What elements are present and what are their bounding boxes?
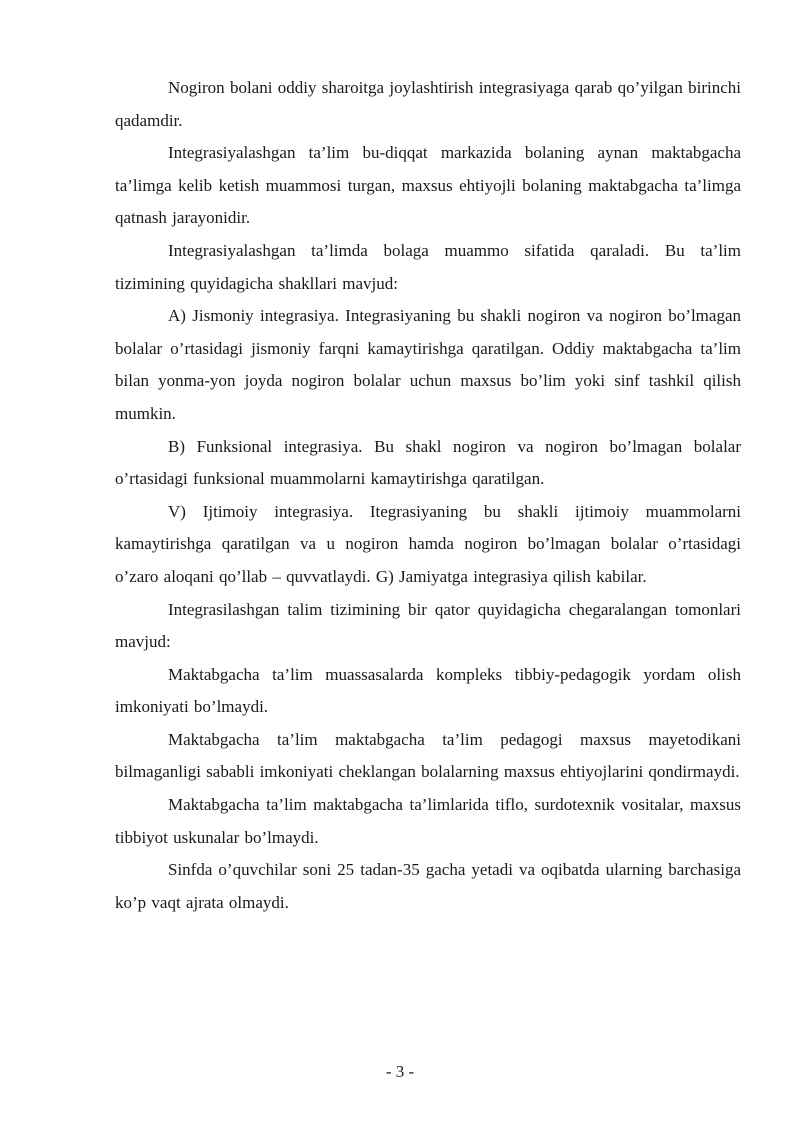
paragraph-9: Maktabgacha ta’lim maktabgacha ta’lim pedagogi maxsus mayetodikani bilmaganligi sababli imkoniyati cheklangan bolalarning maxsus ehtiyojlarini qondirmaydi. [115, 729, 741, 782]
paragraph-8: Maktabgacha ta’lim muassasalarda kompleks tibbiy-pedagogik yordam olish imkoniyati bo’lmaydi. [115, 664, 741, 717]
paragraph-4: A) Jismoniy integrasiya. Integrasiyaning bu shakli nogiron va nogiron bo’lmagan bolalar o’rtasidagi jismoniy farqni kamaytirishga qaratilgan. Oddiy maktabgacha ta’lim bilan yonma-yon joyda nogiron bolalar uchun maxsus bo’lim yoki sinf tashkil qilish mumkin. [115, 306, 741, 423]
paragraph-1: Nogiron bolani oddiy sharoitga joylashtirish integrasiyaga qarab qo’yilgan birinchi qadamdir. [115, 78, 741, 130]
paragraph-10: Maktabgacha ta’lim maktabgacha ta’limlarida tiflo, surdotexnik vositalar, maxsus tibbiyot uskunalar bo’lmaydi. [115, 795, 741, 847]
paragraph-7: Integrasilashgan talim tizimining bir qator quyidagicha chegaralangan tomonlari mavjud: [115, 599, 741, 652]
document-body [115, 72, 741, 919]
paragraph-11: Sinfda o’quvchilar soni 25 tadan-35 gacha yetadi va oqibatda ularning barchasiga ko’p vaqt ajrata olmaydi. [115, 860, 741, 912]
page-number: - 3 - [385, 1062, 415, 1081]
paragraph-6: V) Ijtimoiy integrasiya. Itegrasiyaning bu shakli ijtimoiy muammolarni kamaytirishga qaratilgan va u nogiron hamda nogiron bo’lmagan bolalar o’rtasidagi o’zaro aloqani qo’llab – quvvatlaydi. G) Jamiyatga integrasiya qilish kabilar. [115, 501, 741, 586]
paragraph-5: B) Funksional integrasiya. Bu shakl nogiron va nogiron bo’lmagan bolalar o’rtasidagi funksional muammolarni kamaytirishga qaratilgan. [115, 436, 741, 489]
paragraph-3: Integrasiyalashgan ta’limda bolaga muammo sifatida qaraladi. Bu ta’lim tizimining quyidagicha shakllari mavjud: [115, 240, 741, 293]
paragraph-2: Integrasiyalashgan ta’lim bu-diqqat markazida bolaning aynan maktabgacha ta’limga kelib ketish muammosi turgan, maxsus ehtiyojli bolaning maktabgacha ta’limga qatnash jarayonidir. [115, 143, 741, 228]
